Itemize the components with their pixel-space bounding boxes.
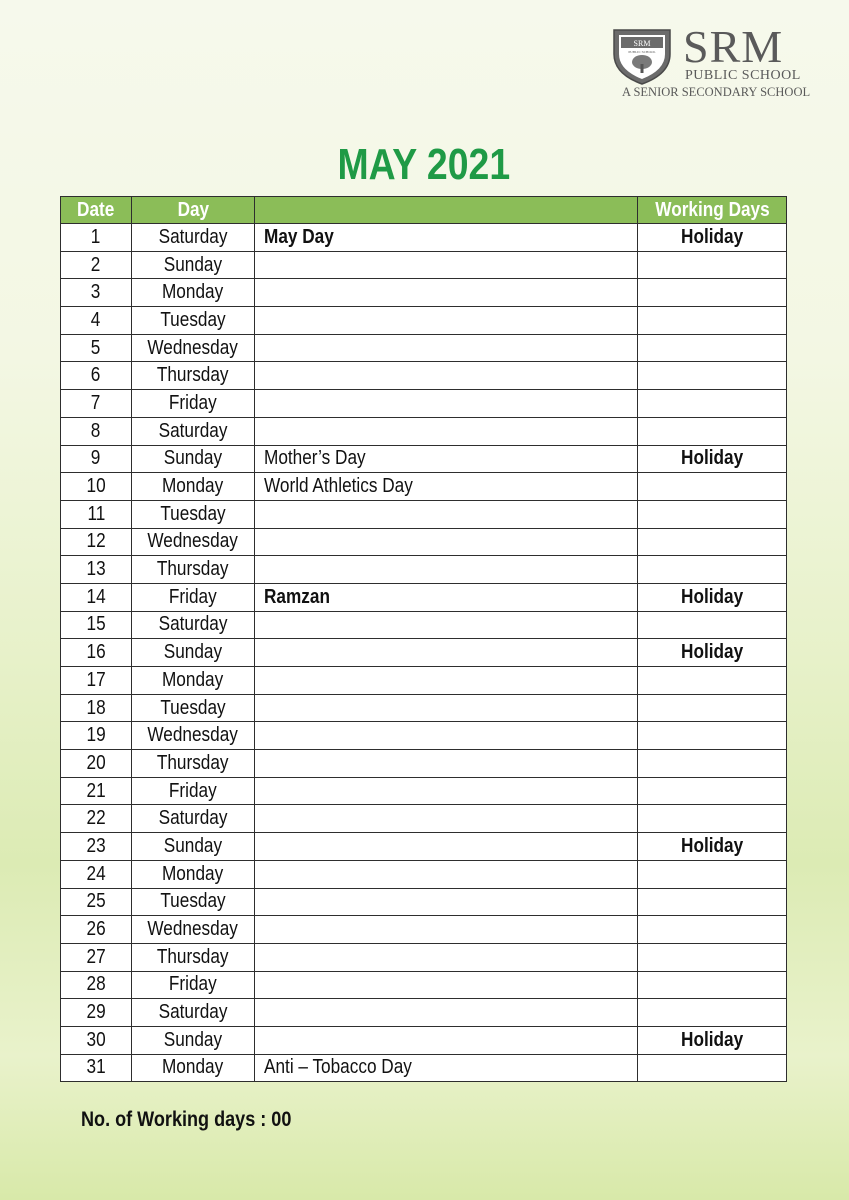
working-days-cell — [638, 999, 787, 1027]
svg-text:SRM: SRM — [633, 39, 651, 48]
day-cell: Thursday — [132, 556, 255, 584]
table-row — [61, 777, 787, 805]
day-cell: Sunday — [132, 639, 255, 667]
school-crest-icon — [610, 24, 674, 86]
working-days-cell — [638, 750, 787, 778]
event-cell — [255, 362, 638, 390]
event-cell — [255, 888, 638, 916]
date-cell: 23 — [61, 833, 132, 861]
event-cell — [255, 860, 638, 888]
day-cell: Sunday — [132, 445, 255, 473]
event-cell — [255, 943, 638, 971]
date-cell: 21 — [61, 777, 132, 805]
date-cell: 19 — [61, 722, 132, 750]
working-days-cell — [638, 500, 787, 528]
table-row — [61, 224, 787, 252]
event-cell — [255, 667, 638, 695]
table-row — [61, 750, 787, 778]
working-days-cell: Holiday — [638, 1026, 787, 1054]
event-cell: Mother’s Day — [255, 445, 638, 473]
working-days-cell — [638, 667, 787, 695]
working-days-cell — [638, 307, 787, 335]
working-days-cell — [638, 556, 787, 584]
svg-text:PUBLIC SCHOOL: PUBLIC SCHOOL — [628, 50, 656, 54]
table-row — [61, 556, 787, 584]
working-days-cell — [638, 334, 787, 362]
day-cell: Monday — [132, 1054, 255, 1082]
day-cell: Saturday — [132, 611, 255, 639]
date-cell: 29 — [61, 999, 132, 1027]
table-row — [61, 279, 787, 307]
table-row — [61, 500, 787, 528]
event-cell — [255, 639, 638, 667]
table-row — [61, 833, 787, 861]
day-cell: Monday — [132, 860, 255, 888]
day-cell: Wednesday — [132, 916, 255, 944]
calendar-table — [60, 196, 787, 1082]
school-logo — [610, 21, 820, 104]
date-cell: 11 — [61, 500, 132, 528]
table-row — [61, 1026, 787, 1054]
table-row — [61, 473, 787, 501]
table-row — [61, 667, 787, 695]
table-row — [61, 417, 787, 445]
event-cell — [255, 750, 638, 778]
event-cell — [255, 1026, 638, 1054]
event-cell — [255, 279, 638, 307]
event-cell — [255, 694, 638, 722]
logo-tagline: A SENIOR SECONDARY SCHOOL — [622, 85, 811, 99]
working-days-cell — [638, 722, 787, 750]
event-cell — [255, 500, 638, 528]
event-cell — [255, 999, 638, 1027]
working-days-cell — [638, 777, 787, 805]
table-row — [61, 888, 787, 916]
date-cell: 1 — [61, 224, 132, 252]
event-cell — [255, 417, 638, 445]
working-days-cell — [638, 390, 787, 418]
working-days-cell — [638, 473, 787, 501]
table-row — [61, 943, 787, 971]
date-cell: 13 — [61, 556, 132, 584]
day-cell: Tuesday — [132, 694, 255, 722]
day-cell: Saturday — [132, 999, 255, 1027]
working-days-cell — [638, 694, 787, 722]
date-cell: 12 — [61, 528, 132, 556]
table-row — [61, 805, 787, 833]
header-date: Date — [61, 197, 132, 224]
date-cell: 20 — [61, 750, 132, 778]
event-cell — [255, 805, 638, 833]
day-cell: Tuesday — [132, 307, 255, 335]
table-row — [61, 971, 787, 999]
working-days-cell — [638, 251, 787, 279]
working-days-cell: Holiday — [638, 583, 787, 611]
day-cell: Saturday — [132, 805, 255, 833]
date-cell: 22 — [61, 805, 132, 833]
event-cell — [255, 611, 638, 639]
event-cell — [255, 390, 638, 418]
working-days-cell — [638, 943, 787, 971]
date-cell: 27 — [61, 943, 132, 971]
header-working-days: Working Days — [638, 197, 787, 224]
day-cell: Wednesday — [132, 528, 255, 556]
day-cell: Saturday — [132, 224, 255, 252]
date-cell: 3 — [61, 279, 132, 307]
working-days-cell — [638, 860, 787, 888]
working-days-cell — [638, 279, 787, 307]
event-cell — [255, 334, 638, 362]
event-cell: May Day — [255, 224, 638, 252]
day-cell: Monday — [132, 667, 255, 695]
day-cell: Saturday — [132, 417, 255, 445]
event-cell — [255, 722, 638, 750]
table-row — [61, 334, 787, 362]
date-cell: 16 — [61, 639, 132, 667]
day-cell: Thursday — [132, 943, 255, 971]
date-cell: 4 — [61, 307, 132, 335]
event-cell — [255, 251, 638, 279]
day-cell: Monday — [132, 473, 255, 501]
working-days-count: No. of Working days : 00 — [81, 1108, 292, 1131]
date-cell: 15 — [61, 611, 132, 639]
day-cell: Wednesday — [132, 334, 255, 362]
day-cell: Thursday — [132, 362, 255, 390]
date-cell: 25 — [61, 888, 132, 916]
event-cell: World Athletics Day — [255, 473, 638, 501]
table-row — [61, 390, 787, 418]
working-days-cell — [638, 1054, 787, 1082]
date-cell: 8 — [61, 417, 132, 445]
working-days-cell: Holiday — [638, 639, 787, 667]
date-cell: 14 — [61, 583, 132, 611]
event-cell — [255, 833, 638, 861]
date-cell: 24 — [61, 860, 132, 888]
event-cell — [255, 528, 638, 556]
event-cell — [255, 916, 638, 944]
logo-name: SRM — [683, 21, 784, 72]
table-row — [61, 694, 787, 722]
working-days-cell — [638, 971, 787, 999]
table-row — [61, 639, 787, 667]
date-cell: 30 — [61, 1026, 132, 1054]
day-cell: Sunday — [132, 251, 255, 279]
table-header-row — [61, 197, 787, 224]
date-cell: 31 — [61, 1054, 132, 1082]
day-cell: Wednesday — [132, 722, 255, 750]
date-cell: 7 — [61, 390, 132, 418]
working-days-cell — [638, 362, 787, 390]
event-cell — [255, 971, 638, 999]
event-cell — [255, 777, 638, 805]
event-cell: Anti – Tobacco Day — [255, 1054, 638, 1082]
logo-subtitle: PUBLIC SCHOOL — [685, 68, 801, 83]
date-cell: 9 — [61, 445, 132, 473]
event-cell: Ramzan — [255, 583, 638, 611]
working-days-cell: Holiday — [638, 224, 787, 252]
day-cell: Tuesday — [132, 888, 255, 916]
date-cell: 2 — [61, 251, 132, 279]
date-cell: 26 — [61, 916, 132, 944]
day-cell: Friday — [132, 777, 255, 805]
table-row — [61, 611, 787, 639]
table-row — [61, 916, 787, 944]
day-cell: Thursday — [132, 750, 255, 778]
table-row — [61, 528, 787, 556]
header-day: Day — [132, 197, 255, 224]
date-cell: 18 — [61, 694, 132, 722]
table-row — [61, 251, 787, 279]
event-cell — [255, 307, 638, 335]
table-row — [61, 999, 787, 1027]
table-row — [61, 583, 787, 611]
header-event — [255, 197, 638, 224]
day-cell: Sunday — [132, 833, 255, 861]
date-cell: 28 — [61, 971, 132, 999]
date-cell: 10 — [61, 473, 132, 501]
day-cell: Friday — [132, 971, 255, 999]
working-days-cell: Holiday — [638, 833, 787, 861]
working-days-cell — [638, 611, 787, 639]
date-cell: 17 — [61, 667, 132, 695]
event-cell — [255, 556, 638, 584]
date-cell: 5 — [61, 334, 132, 362]
day-cell: Tuesday — [132, 500, 255, 528]
day-cell: Monday — [132, 279, 255, 307]
table-row — [61, 1054, 787, 1082]
day-cell: Friday — [132, 390, 255, 418]
day-cell: Friday — [132, 583, 255, 611]
table-row — [61, 860, 787, 888]
table-row — [61, 307, 787, 335]
table-row — [61, 445, 787, 473]
date-cell: 6 — [61, 362, 132, 390]
table-row — [61, 362, 787, 390]
working-days-cell — [638, 805, 787, 833]
page-title: MAY 2021 — [337, 140, 511, 189]
working-days-cell — [638, 417, 787, 445]
working-days-cell — [638, 528, 787, 556]
working-days-cell — [638, 916, 787, 944]
table-row — [61, 722, 787, 750]
working-days-cell: Holiday — [638, 445, 787, 473]
working-days-cell — [638, 888, 787, 916]
calendar-body — [61, 224, 787, 1082]
day-cell: Sunday — [132, 1026, 255, 1054]
